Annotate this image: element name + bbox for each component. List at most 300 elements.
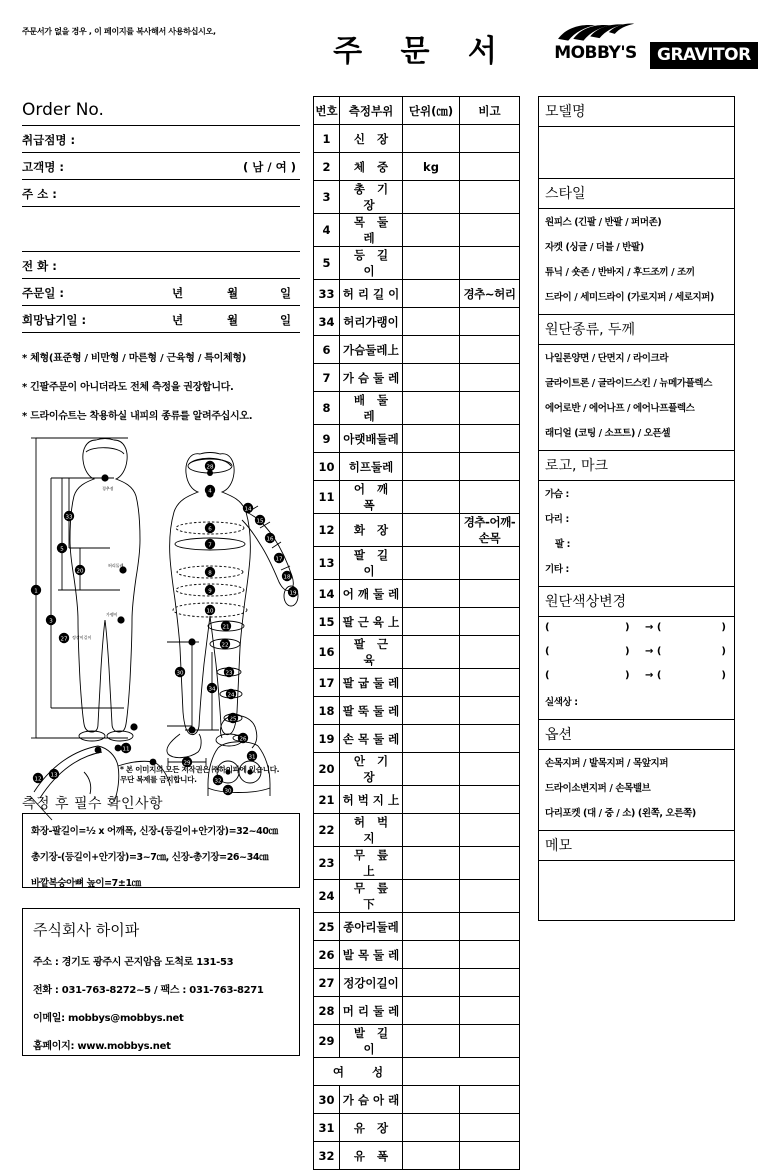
svg-text:34: 34 [208,686,216,693]
svg-text:26: 26 [239,736,247,743]
check-item-3: 바깥복숭아뼈 높이=7±1㎝ [31,878,141,889]
svg-text:18: 18 [283,574,291,581]
cell-value-input[interactable] [403,697,460,725]
page-title: 주 문 서 [333,34,511,69]
copyright-line2: 무단 복제를 금지합니다. [120,775,197,785]
cell-number: 2 [314,153,340,181]
color-arrow-1: → ( [645,622,662,633]
logo-field-leg[interactable]: 다리 : [545,514,569,525]
address-label: 주 소 : [22,187,57,201]
cell-number: 8 [314,392,340,425]
svg-text:20: 20 [76,568,84,575]
mobbys-wordmark: MOBBY'S [554,43,637,63]
color-open-1: ( [545,622,550,633]
customer-name-label: 고객명 : [22,160,64,174]
table-row [314,364,520,392]
cell-part-name: 머 리 둘 레 [340,997,403,1025]
cell-part-name: 팔 근 육 [340,636,403,669]
svg-text:32: 32 [214,778,222,785]
svg-text:21: 21 [222,624,230,631]
order-date-year: 년 [172,286,184,300]
svg-text:23: 23 [225,670,233,677]
svg-text:허리둘레: 허리둘레 [108,563,124,568]
cell-number: 9 [314,425,340,453]
cell-remark [460,181,520,214]
table-row [314,913,520,941]
cell-remark [460,364,520,392]
cell-value-input[interactable] [403,1142,460,1170]
cell-number: 14 [314,580,340,608]
table-row [314,125,520,153]
table-row [314,636,520,669]
fabric-option-radial[interactable]: 래디얼 (코팅 / 소프트) / 오픈셀 [545,428,671,439]
cell-value-input[interactable] [403,125,460,153]
cell-part-name: 팔 근 육 上 [340,608,403,636]
cell-value-input[interactable] [403,514,460,547]
svg-text:가랭이: 가랭이 [106,612,118,617]
cell-remark [460,481,520,514]
logo-field-arm[interactable]: 팔 : [555,539,571,550]
cell-part-name: 종아리둘레 [340,913,403,941]
table-row [314,880,520,913]
color-change-row[interactable] [545,670,728,682]
table-row [314,1142,520,1170]
company-info-box [22,908,300,1056]
cell-value-input[interactable] [403,247,460,280]
style-option-onepiece[interactable]: 원피스 (긴팔 / 반팔 / 퍼머존) [545,217,662,228]
address-field-line2[interactable] [22,207,300,252]
svg-text:30: 30 [176,670,184,677]
cell-value-input[interactable] [403,214,460,247]
table-row [314,969,520,997]
table-row [314,753,520,786]
phone-field[interactable] [22,252,300,279]
svg-text:10: 10 [206,608,214,615]
cell-value-input[interactable] [403,580,460,608]
cell-remark [460,1142,520,1170]
cell-remark [460,608,520,636]
due-date-day: 일 [280,313,292,327]
cell-number: 27 [314,969,340,997]
thread-color-field[interactable]: 실색상 : [545,697,578,708]
cell-part-name: 체 중 [340,153,403,181]
cell-number: 29 [314,1025,340,1058]
cell-remark [460,580,520,608]
cell-number: 12 [314,514,340,547]
cell-part-name: 허 벅 지 上 [340,786,403,814]
cell-value-input[interactable] [403,392,460,425]
color-change-rows [539,617,734,720]
color-close-2: ) [625,646,630,657]
cell-value-input[interactable] [403,481,460,514]
cell-value-input[interactable] [403,181,460,214]
mobbys-swoosh-icon [553,22,638,44]
cell-part-name: 손 목 둘 레 [340,725,403,753]
cell-value-input[interactable] [403,1086,460,1114]
table-row [314,453,520,481]
cell-part-name: 정강이길이 [340,969,403,997]
table-row [314,214,520,247]
cell-remark [460,814,520,847]
th-remark: 비고 [460,97,520,125]
cell-part-name: 발 길 이 [340,1025,403,1058]
cell-value-input[interactable] [403,725,460,753]
measurement-table-body [314,125,520,1170]
cell-value-input[interactable] [403,608,460,636]
cell-part-name: 허 리 길 이 [340,280,403,308]
cell-remark [460,214,520,247]
svg-text:13: 13 [50,772,58,779]
due-date-month: 월 [227,313,239,327]
cell-part-name: 가슴둘레上 [340,336,403,364]
cell-number: 5 [314,247,340,280]
cell-number: 4 [314,214,340,247]
cell-part-name: 허 벅 지 [340,814,403,847]
fabric-option-glidetron[interactable]: 글라이트론 / 글라이드스킨 / 뉴메가플렉스 [545,378,712,389]
order-date-day: 일 [280,286,292,300]
table-row [314,1025,520,1058]
order-no-field[interactable] [22,96,300,126]
svg-text:11: 11 [122,746,130,753]
color-open-3: ( [545,670,550,681]
fabric-options [539,345,734,451]
table-row [314,280,520,308]
fabric-option-aeroban[interactable]: 에어로반 / 에어나프 / 에어나프플렉스 [545,403,695,414]
option-pee-zipper[interactable]: 드라이소변지퍼 / 손목밸브 [545,783,651,794]
svg-text:22: 22 [221,642,229,649]
cell-value-input[interactable] [403,880,460,913]
cell-number: 26 [314,941,340,969]
cell-value-input[interactable] [403,636,460,669]
color-change-row[interactable] [545,646,728,658]
cell-value-input[interactable] [403,753,460,786]
gender-divider-blank [403,1058,520,1086]
cell-part-name: 등 길 이 [340,247,403,280]
cell-remark [460,669,520,697]
table-row [314,725,520,753]
option-zippers[interactable]: 손목지퍼 / 발목지퍼 / 목앞지퍼 [545,758,669,769]
cell-remark [460,636,520,669]
cell-remark [460,1114,520,1142]
svg-text:9: 9 [208,588,212,595]
svg-text:28: 28 [206,464,214,471]
order-no-label: Order No. [22,100,104,120]
cell-number: 33 [314,280,340,308]
cell-value-input[interactable] [403,280,460,308]
option-leg-pocket[interactable]: 다리포켓 (대 / 중 / 소) (왼쪽, 오른쪽) [545,808,696,819]
cell-value-input[interactable] [403,997,460,1025]
style-option-dry[interactable]: 드라이 / 세미드라이 (가로지퍼 / 세로지퍼) [545,292,714,303]
svg-text:25: 25 [229,716,237,723]
cell-part-name: 유 장 [340,1114,403,1142]
cell-value-input[interactable] [403,1025,460,1058]
cell-remark [460,125,520,153]
cell-number: 19 [314,725,340,753]
cell-part-name: 팔 굽 둘 레 [340,669,403,697]
svg-text:29: 29 [183,760,191,767]
cell-remark [460,847,520,880]
svg-text:16: 16 [266,536,274,543]
note-drysuit: * 드라이슈트는 착용하실 내피의 종류를 알려주십시오. [22,411,253,422]
address-field[interactable] [22,180,300,207]
cell-remark [460,941,520,969]
note-full-measure: * 긴팔주문이 아니더라도 전체 측정을 권장합니다. [22,382,234,393]
svg-text:정강이길이: 정강이길이 [72,635,92,640]
style-options [539,209,734,315]
table-row [314,425,520,453]
cell-remark [460,308,520,336]
cell-remark: 경추-어깨-손목 [460,514,520,547]
svg-text:30: 30 [224,788,232,795]
table-row [314,1086,520,1114]
model-name-input-area[interactable] [539,127,734,179]
th-number: 번호 [314,97,340,125]
phone-label: 전 화 : [22,259,57,273]
cell-value-input[interactable] [403,913,460,941]
memo-input-area[interactable] [539,861,734,921]
cell-number: 15 [314,608,340,636]
svg-text:17: 17 [275,556,283,563]
cell-number: 13 [314,547,340,580]
table-row [314,1114,520,1142]
cell-number: 28 [314,997,340,1025]
cell-number: 25 [314,913,340,941]
cell-part-name: 무 릎 下 [340,880,403,913]
cell-value-input[interactable] [403,669,460,697]
color-change-row[interactable] [545,622,728,634]
svg-text:6: 6 [208,526,212,533]
color-arrow-3: → ( [645,670,662,681]
color-close2-2: ) [721,646,726,657]
table-row [314,941,520,969]
cell-number: 1 [314,125,340,153]
table-row [314,786,520,814]
style-option-jacket[interactable]: 자켓 (싱글 / 더블 / 반팔) [545,242,644,253]
cell-part-name: 발 목 둘 레 [340,941,403,969]
svg-text:33: 33 [65,514,73,521]
order-date-field[interactable] [22,279,300,306]
table-row [314,697,520,725]
cell-value-input[interactable] [403,308,460,336]
cell-part-name: 화 장 [340,514,403,547]
memo-header: 메모 [539,831,734,861]
cell-remark [460,880,520,913]
svg-text:4: 4 [208,488,212,495]
fabric-option-nylon[interactable]: 나일론양면 / 단면지 / 라이크라 [545,353,669,364]
cell-value-input[interactable] [403,425,460,453]
due-date-field[interactable] [22,306,300,333]
cell-number: 21 [314,786,340,814]
table-row [314,153,520,181]
company-website: 홈페이지: www.mobbys.net [33,1041,171,1052]
table-row [314,181,520,214]
customer-info-panel [22,96,300,436]
cell-value-input[interactable]: kg [403,153,460,181]
cell-number: 11 [314,481,340,514]
cell-remark: 경추~허리 [460,280,520,308]
table-row [314,608,520,636]
svg-text:12: 12 [34,776,42,783]
cell-number: 3 [314,181,340,214]
cell-remark [460,547,520,580]
gender-divider-row [314,1058,520,1086]
cell-value-input[interactable] [403,786,460,814]
cell-part-name: 아랫배둘레 [340,425,403,453]
cell-value-input[interactable] [403,847,460,880]
cell-number: 6 [314,336,340,364]
check-section-box [22,813,300,888]
company-name: 주식회사 하이파 [33,921,140,939]
company-phone: 전화 : 031-763-8272~5 / 팩스 : 031-763-8271 [33,985,264,996]
model-name-header: 모델명 [539,97,734,127]
cell-part-name: 가 슴 아 래 [340,1086,403,1114]
mobbys-logo [548,22,643,62]
customer-name-field[interactable] [22,153,300,180]
cell-part-name: 어 깨 폭 [340,481,403,514]
cell-remark [460,913,520,941]
color-close-1: ) [625,622,630,633]
company-address: 주소 : 경기도 광주시 곤지암읍 도척로 131-53 [33,957,234,968]
cell-number: 17 [314,669,340,697]
svg-text:1: 1 [34,588,38,595]
cell-remark [460,392,520,425]
table-row [314,669,520,697]
brand-logos [533,22,751,88]
logo-field-chest[interactable]: 가슴 : [545,489,569,500]
table-row [314,547,520,580]
check-item-2: 총기장-(등길이+안기장)=3~7㎝, 신장-총기장=26~34㎝ [31,852,269,863]
svg-text:15: 15 [256,518,264,525]
color-change-header: 원단색상변경 [539,587,734,617]
copyright-line1: * 본 이미지의 모든 저작권은 ㈜하이파에 있습니다. [120,765,280,774]
table-row [314,814,520,847]
cell-number: 7 [314,364,340,392]
cell-number: 24 [314,880,340,913]
svg-text:31: 31 [248,754,256,761]
svg-text:3: 3 [49,618,53,625]
cell-number: 30 [314,1086,340,1114]
table-row [314,336,520,364]
cell-value-input[interactable] [403,941,460,969]
table-row [314,847,520,880]
option-items [539,750,734,831]
logo-mark-header: 로고, 마크 [539,451,734,481]
logo-field-other[interactable]: 기타 : [545,564,569,575]
color-arrow-2: → ( [645,646,662,657]
cell-remark [460,786,520,814]
cell-remark [460,997,520,1025]
company-email: 이메일: mobbys@mobbys.net [33,1013,184,1024]
cell-number: 18 [314,697,340,725]
svg-text:경추점: 경추점 [102,486,114,491]
cell-part-name: 신 장 [340,125,403,153]
color-close2-3: ) [721,670,726,681]
color-close2-1: ) [721,622,726,633]
cell-remark [460,969,520,997]
cell-value-input[interactable] [403,1114,460,1142]
cell-remark [460,1086,520,1114]
anatomy-figures-svg [22,420,312,795]
cell-part-name: 목 둘 레 [340,214,403,247]
svg-text:8: 8 [208,570,212,577]
measurement-table [313,96,520,1170]
style-option-tunic[interactable]: 튜닉 / 숏존 / 반바지 / 후드조끼 / 조끼 [545,267,695,278]
cell-part-name: 어 깨 둘 레 [340,580,403,608]
shop-name-label: 취급점명 : [22,133,76,147]
cell-remark [460,453,520,481]
cell-part-name: 안 기 장 [340,753,403,786]
cell-part-name: 가 슴 둘 레 [340,364,403,392]
cell-part-name: 배 둘 레 [340,392,403,425]
body-measurement-diagram [22,420,312,795]
svg-text:7: 7 [208,542,212,549]
cell-remark [460,725,520,753]
cell-number: 32 [314,1142,340,1170]
cell-part-name: 히프둘레 [340,453,403,481]
table-row [314,247,520,280]
due-date-label: 희망납기일 : [22,313,87,327]
gender-choice[interactable]: ( 남 / 여 ) [243,160,296,174]
cell-value-input[interactable] [403,969,460,997]
cell-number: 22 [314,814,340,847]
cell-value-input[interactable] [403,453,460,481]
copyright-notice [120,765,279,785]
table-row [314,481,520,514]
cell-remark [460,336,520,364]
check-item-1: 화장-팔길이=½ x 어깨폭, 신장-(등길이+안기장)=32~40㎝ [31,826,278,837]
cell-number: 10 [314,453,340,481]
cell-value-input[interactable] [403,814,460,847]
cell-value-input[interactable] [403,364,460,392]
gravitor-logo: GRAVITOR [650,42,758,69]
cell-number: 34 [314,308,340,336]
order-date-label: 주문일 : [22,286,64,300]
cell-part-name: 팔 길 이 [340,547,403,580]
cell-remark [460,247,520,280]
copy-instruction-note: 주문서가 없을 경우 , 이 페이지를 복사해서 사용하십시오, [22,27,216,36]
logo-mark-fields [539,481,734,587]
cell-remark [460,697,520,725]
order-date-month: 월 [227,286,239,300]
cell-remark [460,425,520,453]
due-date-year: 년 [172,313,184,327]
th-part: 측정부위 [340,97,403,125]
cell-part-name: 유 폭 [340,1142,403,1170]
cell-number: 20 [314,753,340,786]
cell-value-input[interactable] [403,547,460,580]
cell-part-name: 무 릎 上 [340,847,403,880]
spec-panel [538,96,735,921]
gender-divider-label: 여 성 [314,1058,403,1086]
cell-remark [460,1025,520,1058]
th-unit: 단위(㎝) [403,97,460,125]
instruction-notes [22,349,300,422]
style-header: 스타일 [539,179,734,209]
table-row [314,392,520,425]
table-row [314,997,520,1025]
cell-part-name: 허리가랭이 [340,308,403,336]
cell-number: 23 [314,847,340,880]
table-row [314,514,520,547]
table-row [314,580,520,608]
cell-number: 16 [314,636,340,669]
shop-name-field[interactable] [22,126,300,153]
cell-part-name: 팔 뚝 둘 레 [340,697,403,725]
table-header-row [314,97,520,125]
option-header: 옵션 [539,720,734,750]
cell-value-input[interactable] [403,336,460,364]
cell-remark [460,153,520,181]
